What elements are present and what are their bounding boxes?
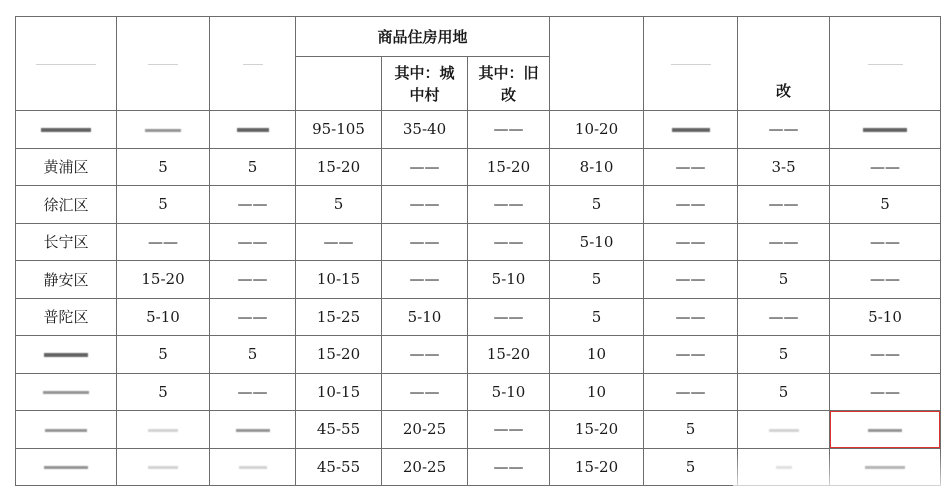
value-cell: —— [644,336,738,374]
value-cell: 5-10 [830,298,941,336]
value-cell: 15-20 [296,148,382,186]
value-cell-blurred [117,411,210,449]
value-cell: —— [644,261,738,299]
value-cell: —— [830,336,941,374]
header-col-7-blank [644,17,738,111]
value-cell: —— [830,373,941,411]
value-cell: 20-25 [382,411,468,449]
district-cell-blurred [16,336,117,374]
value-cell-blurred [210,111,296,149]
value-cell: —— [738,111,830,149]
value-cell: 5 [738,336,830,374]
table-row [16,411,941,449]
table-row [16,148,941,186]
land-supply-table [15,16,941,486]
value-cell: 95-105 [296,111,382,149]
value-cell: 45-55 [296,448,382,486]
value-cell: —— [382,336,468,374]
value-cell: 10 [550,336,644,374]
district-cell: 黄浦区 [16,148,117,186]
value-cell-blurred [210,448,296,486]
value-cell: 45-55 [296,411,382,449]
value-cell: —— [382,148,468,186]
value-cell-blurred [117,448,210,486]
value-cell: 5 [550,298,644,336]
value-cell: 15-20 [550,448,644,486]
value-cell: 10-15 [296,261,382,299]
value-cell-blurred [644,111,738,149]
header-col-8-partial [738,17,830,111]
district-cell-blurred [16,411,117,449]
district-cell: 徐汇区 [16,186,117,224]
header-col-6-blank [550,17,644,111]
value-cell: 5 [644,448,738,486]
value-cell: 5 [117,373,210,411]
value-cell: —— [644,186,738,224]
value-cell-blurred [830,448,941,486]
value-cell: —— [210,373,296,411]
table-row [16,186,941,224]
value-cell: —— [382,186,468,224]
value-cell: —— [468,186,550,224]
value-cell: 15-20 [468,336,550,374]
value-cell: —— [644,223,738,261]
header-partial-gai: 改 [776,82,792,100]
district-cell-blurred [16,111,117,149]
value-cell-blurred [738,411,830,449]
value-cell: 35-40 [382,111,468,149]
value-cell: —— [296,223,382,261]
value-cell: —— [738,186,830,224]
value-cell: —— [830,223,941,261]
value-cell-blurred [830,111,941,149]
value-cell: —— [468,411,550,449]
header-group-commercial-housing-land: 商品住房用地 [296,17,550,57]
value-cell-blurred [738,448,830,486]
value-cell: —— [644,298,738,336]
value-cell: 5 [210,148,296,186]
value-cell: —— [382,223,468,261]
value-cell: —— [210,223,296,261]
value-cell: 10-20 [550,111,644,149]
value-cell: 5 [644,411,738,449]
value-cell: 5 [210,336,296,374]
value-cell: —— [830,261,941,299]
value-cell: 5 [738,373,830,411]
value-cell: 20-25 [382,448,468,486]
header-col-1-blank [117,17,210,111]
value-cell: —— [382,261,468,299]
value-cell: 10-15 [296,373,382,411]
header-sub-urban-village: 其中：城中村 [382,57,468,111]
value-cell: —— [210,261,296,299]
district-cell: 静安区 [16,261,117,299]
value-cell: 5 [117,186,210,224]
value-cell: —— [468,448,550,486]
value-cell: —— [468,223,550,261]
value-cell-blurred [210,411,296,449]
value-cell: 5 [117,336,210,374]
header-sub-old-renovation: 其中：旧改 [468,57,550,111]
value-cell: 5 [296,186,382,224]
header-col-9-blank [830,17,941,111]
value-cell: 5 [117,148,210,186]
value-cell: 5-10 [468,373,550,411]
value-cell: 3-5 [738,148,830,186]
table-row [16,448,941,486]
value-cell: 10 [550,373,644,411]
value-cell: 5 [550,261,644,299]
highlighted-cell [830,411,941,449]
value-cell: 15-25 [296,298,382,336]
value-cell: 15-20 [468,148,550,186]
value-cell: 5-10 [468,261,550,299]
value-cell: 15-20 [296,336,382,374]
district-cell-blurred [16,448,117,486]
value-cell: —— [738,223,830,261]
value-cell: 5-10 [117,298,210,336]
district-cell-blurred [16,373,117,411]
value-cell: —— [830,148,941,186]
table-row [16,261,941,299]
value-cell-blurred [117,111,210,149]
value-cell: —— [738,298,830,336]
district-cell: 普陀区 [16,298,117,336]
value-cell: 5-10 [550,223,644,261]
value-cell: —— [382,373,468,411]
value-cell: —— [644,148,738,186]
table-row [16,373,941,411]
value-cell: 5 [550,186,644,224]
value-cell: 5 [830,186,941,224]
value-cell: 5 [738,261,830,299]
value-cell: —— [117,223,210,261]
value-cell: —— [210,186,296,224]
table-row [16,336,941,374]
value-cell: 5-10 [382,298,468,336]
table-row [16,223,941,261]
header-col-2-blank [210,17,296,111]
value-cell: —— [644,373,738,411]
value-cell: —— [468,111,550,149]
value-cell: 8-10 [550,148,644,186]
header-district-blank [16,17,117,111]
header-row-1 [16,17,941,57]
district-cell: 长宁区 [16,223,117,261]
value-cell: —— [210,298,296,336]
header-sub-blank [296,57,382,111]
value-cell: 15-20 [550,411,644,449]
value-cell: 15-20 [117,261,210,299]
table-row [16,111,941,149]
value-cell: —— [468,298,550,336]
table-row [16,298,941,336]
